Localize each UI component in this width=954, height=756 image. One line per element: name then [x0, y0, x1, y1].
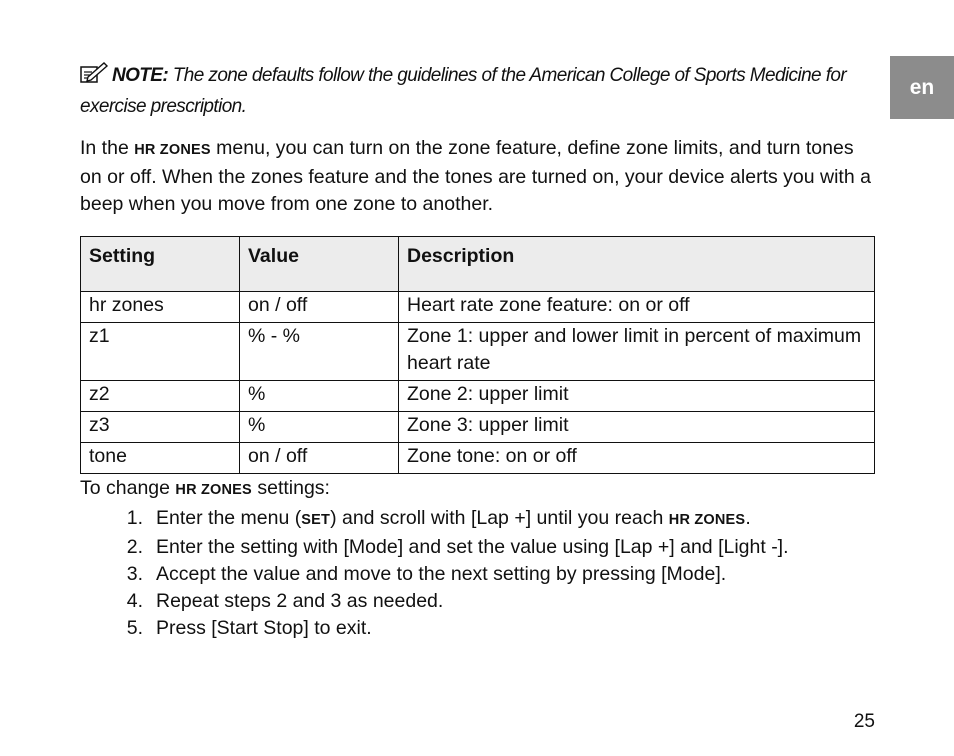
step-text-part: Enter the menu ( [156, 507, 302, 529]
header-description: Description [399, 237, 875, 292]
step-text [143, 505, 751, 534]
list-item [80, 561, 789, 588]
cell-value: % - % [240, 323, 399, 381]
cell-value: % [240, 381, 399, 412]
table-row [81, 292, 875, 323]
step-menu-set: SET [301, 512, 331, 528]
header-setting: Setting [81, 237, 240, 292]
cell-setting: tone [81, 443, 240, 474]
header-value: Value [240, 237, 399, 292]
step-number: 4. [126, 590, 143, 612]
step-number: 1. [126, 507, 143, 529]
intro-menu-name: HR ZONES [134, 142, 211, 158]
cell-value: on / off [240, 292, 399, 323]
cell-description: Zone 3: upper limit [399, 412, 875, 443]
cell-setting: z2 [81, 381, 240, 412]
cell-value: % [240, 412, 399, 443]
cell-description: Zone 1: upper and lower limit in percent of maximum heart rate [399, 323, 875, 381]
step-text-part: ) and scroll with [Lap +] until you reach [330, 507, 669, 529]
step-text: Press [Start Stop] to exit. [156, 617, 372, 639]
table-row [81, 412, 875, 443]
table-row [81, 381, 875, 412]
settings-table [80, 236, 875, 474]
note-text: The zone defaults follow the guidelines of the American College of Sports Medicine for exercise prescription. [80, 65, 847, 117]
note-label: NOTE: [112, 65, 169, 86]
cell-description: Heart rate zone feature: on or off [399, 292, 875, 323]
cell-setting: hr zones [81, 292, 240, 323]
step-menu-hr-zones: HR ZONES [668, 512, 746, 528]
cell-description: Zone 2: upper limit [399, 381, 875, 412]
cell-setting: z1 [81, 323, 240, 381]
page-number: 25 [853, 711, 875, 732]
table-row [81, 443, 875, 474]
step-number: 2. [126, 536, 143, 558]
note [80, 62, 880, 121]
change-settings-intro [80, 475, 330, 504]
step-text: Accept the value and move to the next setting by pressing [Mode]. [156, 563, 727, 585]
step-text-part: . [745, 507, 751, 529]
change-part1: To change [80, 477, 176, 499]
step-text: Enter the setting with [Mode] and set the value using [Lap +] and [Light -]. [156, 536, 789, 558]
list-item [80, 615, 789, 642]
cell-description: Zone tone: on or off [399, 443, 875, 474]
step-number: 5. [126, 617, 143, 639]
list-item [80, 588, 789, 615]
cell-value: on / off [240, 443, 399, 474]
table-row [81, 323, 875, 381]
cell-setting: z3 [81, 412, 240, 443]
steps-list [80, 505, 789, 642]
step-number: 3. [126, 563, 143, 585]
change-part2: settings: [251, 477, 330, 499]
language-tab: en [890, 56, 954, 119]
intro-paragraph [80, 135, 880, 218]
list-item [80, 534, 789, 561]
note-pencil-icon [80, 62, 110, 93]
intro-part1: In the [80, 137, 135, 159]
step-text: Repeat steps 2 and 3 as needed. [156, 590, 444, 612]
table-header-row [81, 237, 875, 292]
list-item [80, 505, 789, 534]
change-menu-name: HR ZONES [175, 482, 252, 498]
intro-part2: menu, you can turn on the zone feature, define zone limits, and turn tones on or off. When the zones feature and the tones are turned on, your device alerts you with a beep when you move from one zone to another. [80, 137, 871, 215]
